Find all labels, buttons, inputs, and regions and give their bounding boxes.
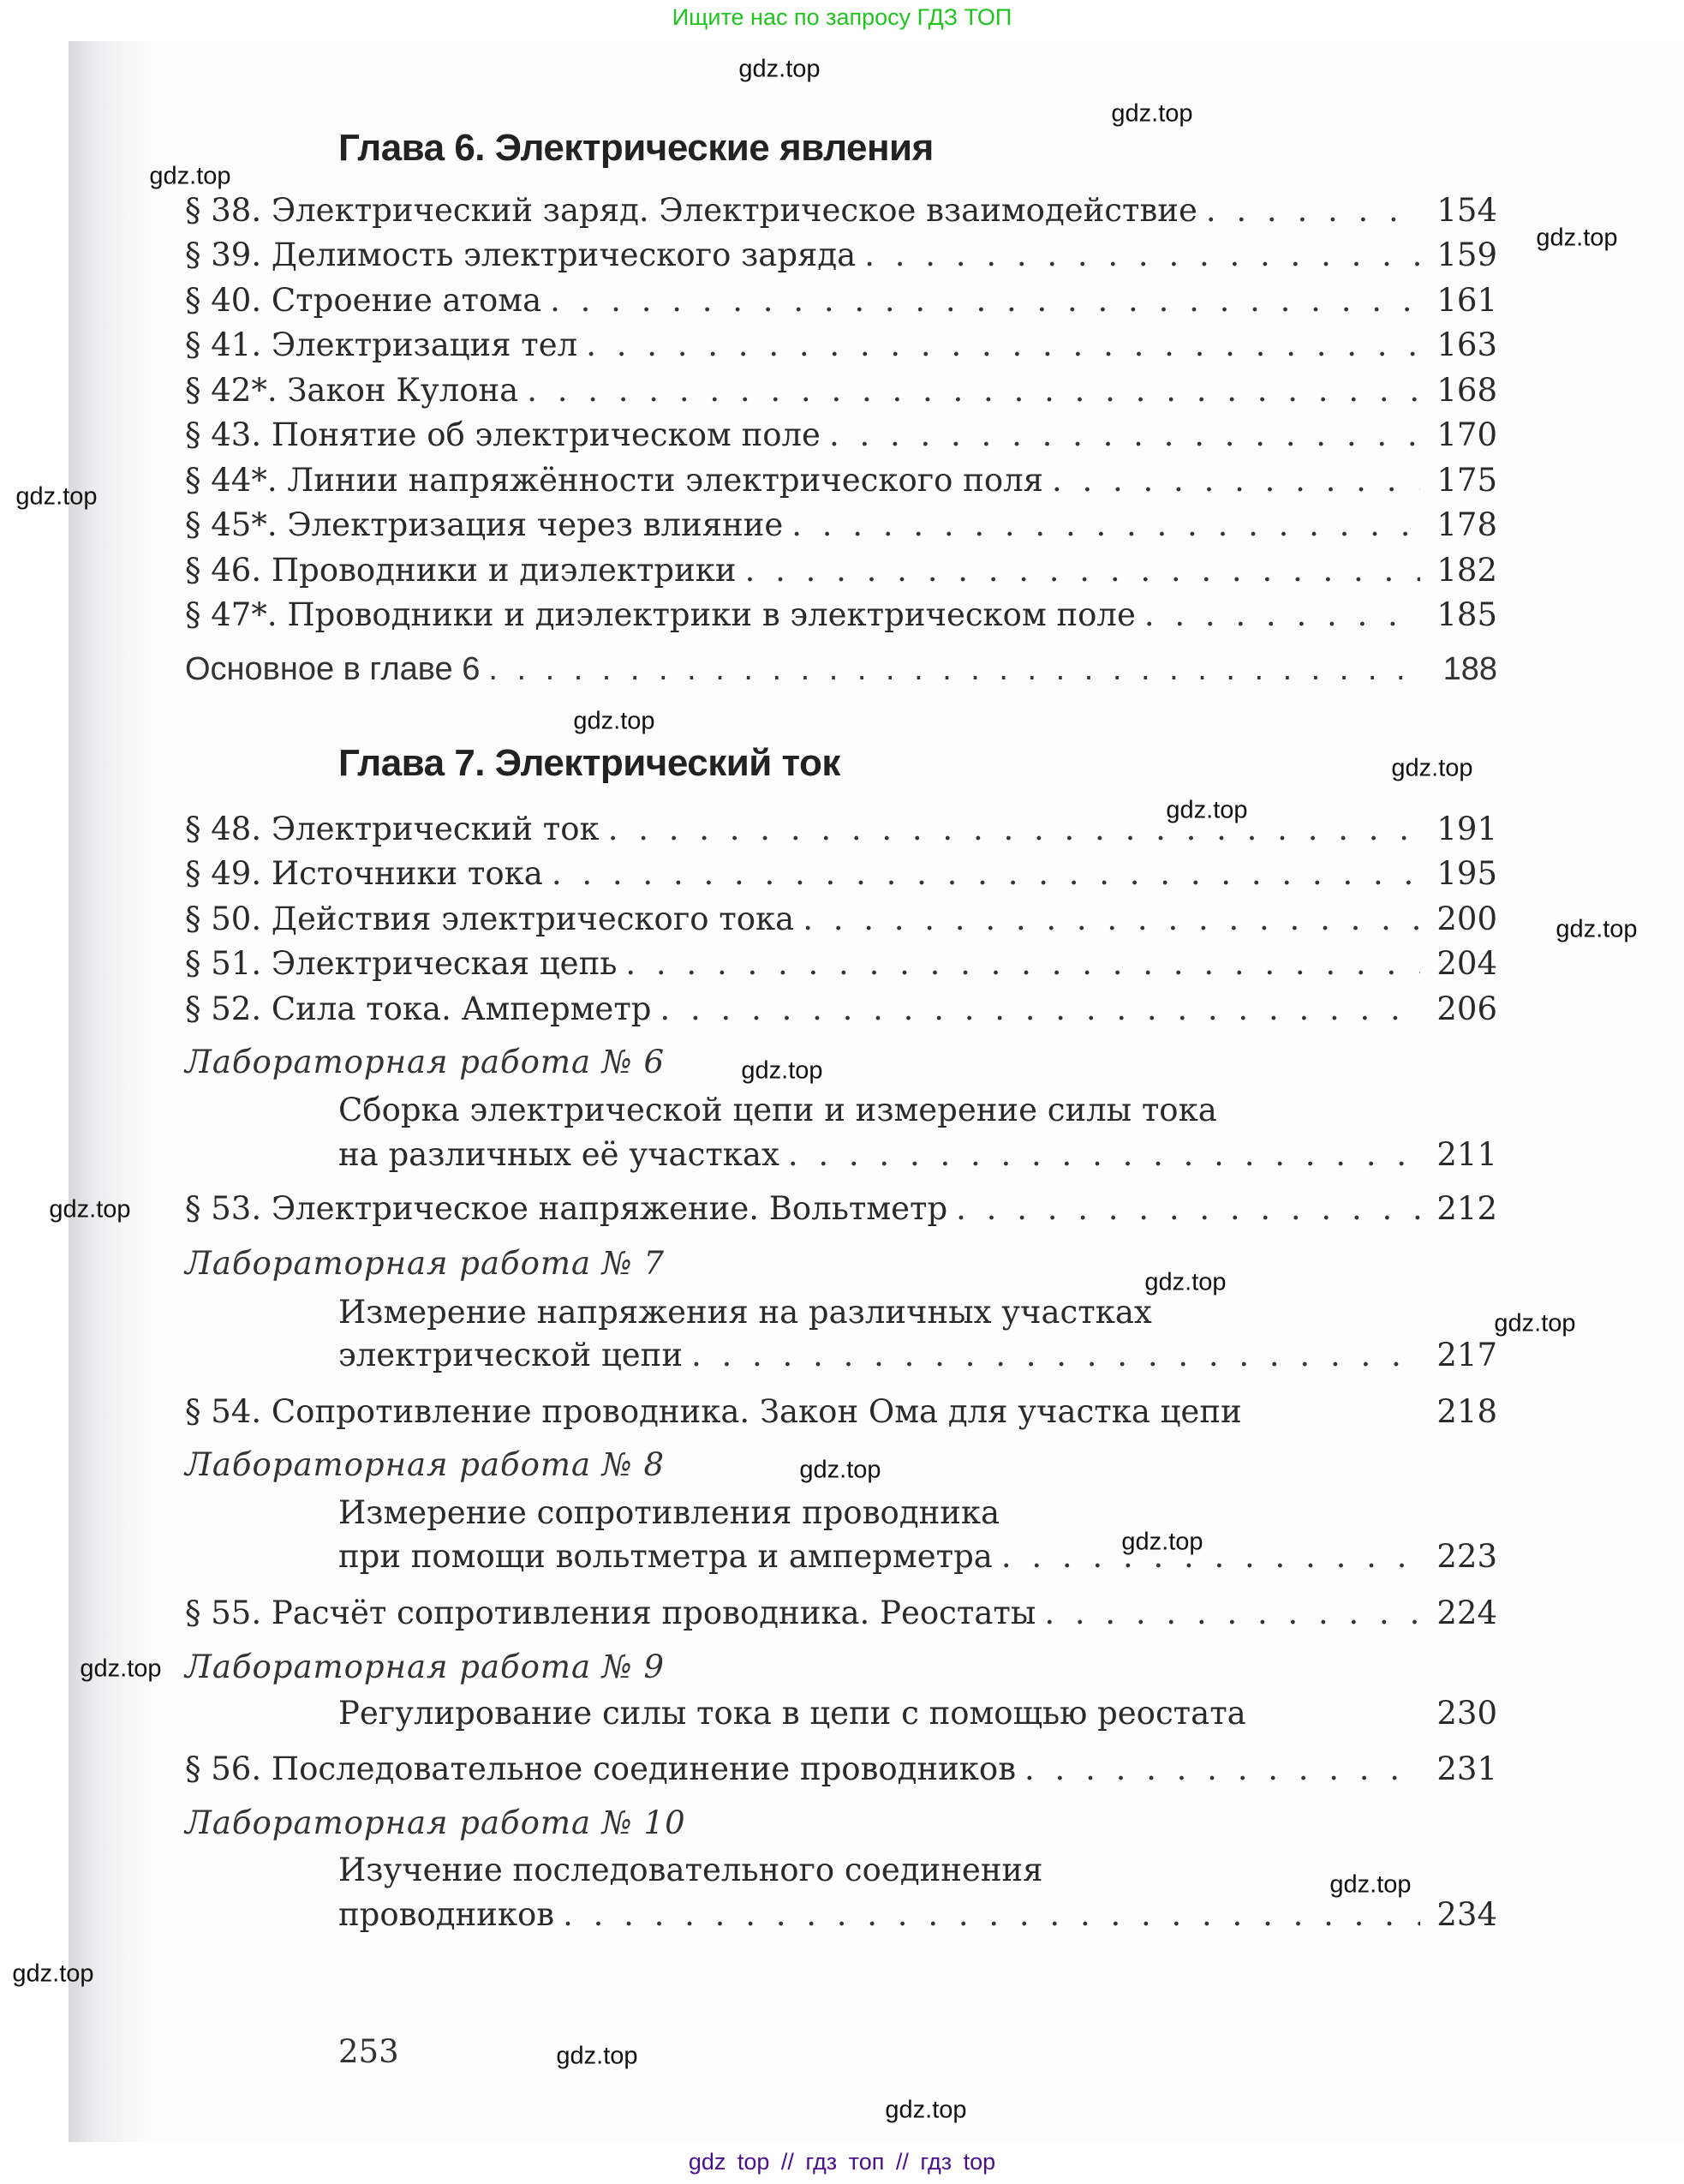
leader-dots [563,1896,1420,1933]
toc-page-number: 154 [1436,192,1497,229]
leader-dots [691,1337,1420,1373]
toc-entry-label: § 50. Действия электрического тока [185,901,795,937]
lab-8-entry[interactable] [338,1538,1497,1583]
toc-entry[interactable] [185,506,1497,551]
toc-entry-label: электрической цепи [338,1337,683,1373]
toc-entry[interactable] [185,596,1497,641]
leader-dots [608,811,1420,847]
toc-page-number: 159 [1436,236,1497,273]
toc-page-number: 204 [1436,945,1497,982]
watermark: gdz.top [1111,99,1193,128]
watermark: gdz.top [15,482,98,511]
toc-entry-label: § 48. Электрический ток [185,811,600,847]
toc-entry-label: § 51. Электрическая цепь [185,945,618,982]
lab-9-title: Лабораторная работа № 9 [185,1648,666,1685]
toc-page-number: 206 [1436,990,1497,1027]
toc-page-number: 218 [1436,1393,1497,1430]
chapter-7-title: Глава 7. Электрический ток [338,742,840,784]
toc-entry[interactable] [185,192,1497,236]
watermark: gdz.top [1166,796,1248,824]
leader-dots [660,990,1421,1027]
toc-entry-label: § 52. Сила тока. Амперметр [185,990,652,1027]
watermark: gdz.top [49,1195,131,1224]
toc-entry-label: § 39. Делимость электрического заряда [185,236,857,273]
watermark: gdz.top [1121,1528,1203,1556]
watermark: gdz.top [556,2042,638,2070]
table-of-contents [69,41,1684,2142]
watermark: gdz.top [573,707,655,735]
watermark: gdz.top [799,1456,881,1484]
watermark: gdz.top [1144,1268,1227,1296]
toc-page-number: 223 [1436,1538,1497,1575]
toc-entry-label: § 46. Проводники и диэлектрики [185,552,737,589]
toc-entry-label: § 42*. Закон Кулона [185,372,519,409]
watermark: gdz.top [1329,1870,1412,1899]
toc-entry[interactable] [185,462,1497,506]
lab-7-entry[interactable] [338,1337,1497,1381]
toc-entry[interactable] [185,855,1497,900]
toc-entry[interactable] [185,945,1497,990]
toc-entry-label: § 55. Расчёт сопротивления проводника. Реостаты [185,1595,1036,1631]
toc-entry[interactable] [185,282,1497,326]
top-banner[interactable]: Ищите нас по запросу ГДЗ ТОП [672,4,1012,30]
lab-6-entry[interactable] [338,1136,1497,1181]
toc-page-number: 178 [1436,506,1497,543]
toc-entry[interactable] [185,236,1497,281]
leader-dots [1024,1750,1420,1787]
leader-dots [552,855,1420,892]
lab-9-entry[interactable] [338,1695,1497,1739]
watermark: gdz.top [738,55,821,83]
leader-dots [527,372,1420,409]
toc-entry[interactable] [185,552,1497,596]
watermark: gdz.top [149,162,231,190]
toc-page-number: 185 [1436,596,1497,633]
leader-dots [488,651,1420,688]
chapter-6-title: Глава 6. Электрические явления [338,127,934,169]
toc-page-number: 175 [1436,462,1497,499]
leader-dots [586,326,1420,363]
toc-entry-label: Основное в главе 6 [185,651,481,687]
toc-entry-label: § 54. Сопротивление проводника. Закон Ома для участка цепи [185,1393,1242,1430]
leader-dots [745,552,1420,589]
toc-entry-label: § 38. Электрический заряд. Электрическое взаимодействие [185,192,1197,229]
toc-page-number: 217 [1436,1337,1497,1373]
toc-page-number: 188 [1442,651,1497,687]
lab-7-title: Лабораторная работа № 7 [185,1245,666,1282]
leader-dots [1044,1595,1420,1631]
toc-page-number: 230 [1436,1695,1497,1732]
watermark: gdz.top [12,1960,94,1988]
toc-entry-label: § 40. Строение атома [185,282,542,319]
leader-dots [788,1136,1420,1173]
leader-dots [550,282,1420,319]
toc-entry-label: § 49. Источники тока [185,855,543,892]
watermark: gdz.top [885,2096,967,2124]
toc-page-number: 168 [1436,372,1497,409]
scanned-page [69,41,1684,2142]
toc-page-number: 231 [1436,1750,1497,1787]
lab-8-line-1: Измерение сопротивления проводника [338,1494,1000,1531]
leader-dots [1052,462,1420,499]
lab-10-line-1: Изучение последовательного соединения [338,1852,1043,1888]
bottom-banner[interactable]: gdz top // гдз топ // гдз top [688,2149,996,2175]
toc-entry-label: § 44*. Линии напряжённости электрического поля [185,462,1043,499]
watermark: gdz.top [80,1654,162,1683]
lab-10-entry[interactable] [338,1896,1497,1941]
toc-page-number: 224 [1436,1595,1497,1631]
watermark: gdz.top [741,1056,823,1085]
toc-entry-label: § 53. Электрическое напряжение. Вольтметр [185,1190,948,1227]
toc-page-number: 163 [1436,326,1497,363]
leader-dots [1206,192,1420,229]
toc-page-number: 211 [1436,1136,1497,1173]
leader-dots [625,945,1420,982]
lab-8-title: Лабораторная работа № 8 [185,1446,666,1483]
toc-entry-label: § 56. Последовательное соединение проводников [185,1750,1017,1787]
watermark: gdz.top [1556,915,1638,943]
toc-entry[interactable] [185,901,1497,945]
toc-page-number: 170 [1436,416,1497,453]
toc-page-number: 195 [1436,855,1497,892]
leader-dots [829,416,1420,453]
watermark: gdz.top [1494,1309,1576,1337]
toc-page-number: 191 [1436,811,1497,847]
toc-entry[interactable] [185,1190,1497,1235]
lab-6-title: Лабораторная работа № 6 [185,1044,666,1080]
toc-entry[interactable] [185,1750,1497,1795]
page-number: 253 [338,2033,399,2070]
toc-entry-label: проводников [338,1896,555,1933]
toc-entry[interactable] [185,811,1497,855]
toc-entry[interactable] [185,416,1497,461]
lab-6-line-1: Сборка электрической цепи и измерение силы тока [338,1092,1217,1128]
toc-entry[interactable] [185,1393,1497,1438]
toc-entry-label: § 43. Понятие об электрическом поле [185,416,821,453]
leader-dots [864,236,1420,273]
toc-page-number: 161 [1436,282,1497,319]
toc-entry-label: при помощи вольтметра и амперметра [338,1538,993,1575]
chapter-6-summary-entry[interactable] [185,651,1497,696]
toc-entry[interactable] [185,326,1497,371]
toc-page-number: 212 [1436,1190,1497,1227]
toc-page-number: 200 [1436,901,1497,937]
toc-entry-label: § 41. Электризация тел [185,326,578,363]
toc-page-number: 234 [1436,1896,1497,1933]
toc-entry-label: § 47*. Проводники и диэлектрики в электрическом поле [185,596,1136,633]
leader-dots [803,901,1420,937]
toc-entry-label: § 45*. Электризация через влияние [185,506,784,543]
toc-entry[interactable] [185,990,1497,1035]
toc-entry[interactable] [185,372,1497,416]
leader-dots [956,1190,1420,1227]
toc-page-number: 182 [1436,552,1497,589]
leader-dots [1001,1538,1420,1575]
leader-dots [791,506,1420,543]
watermark: gdz.top [1391,754,1473,782]
lab-10-title: Лабораторная работа № 10 [185,1804,686,1841]
watermark: gdz.top [1536,224,1618,252]
leader-dots [1144,596,1420,633]
toc-entry-label: на различных её участках [338,1136,779,1173]
lab-7-line-1: Измерение напряжения на различных участках [338,1294,1152,1331]
toc-entry-label: Регулирование силы тока в цепи с помощью реостата [338,1695,1246,1732]
toc-entry[interactable] [185,1595,1497,1639]
